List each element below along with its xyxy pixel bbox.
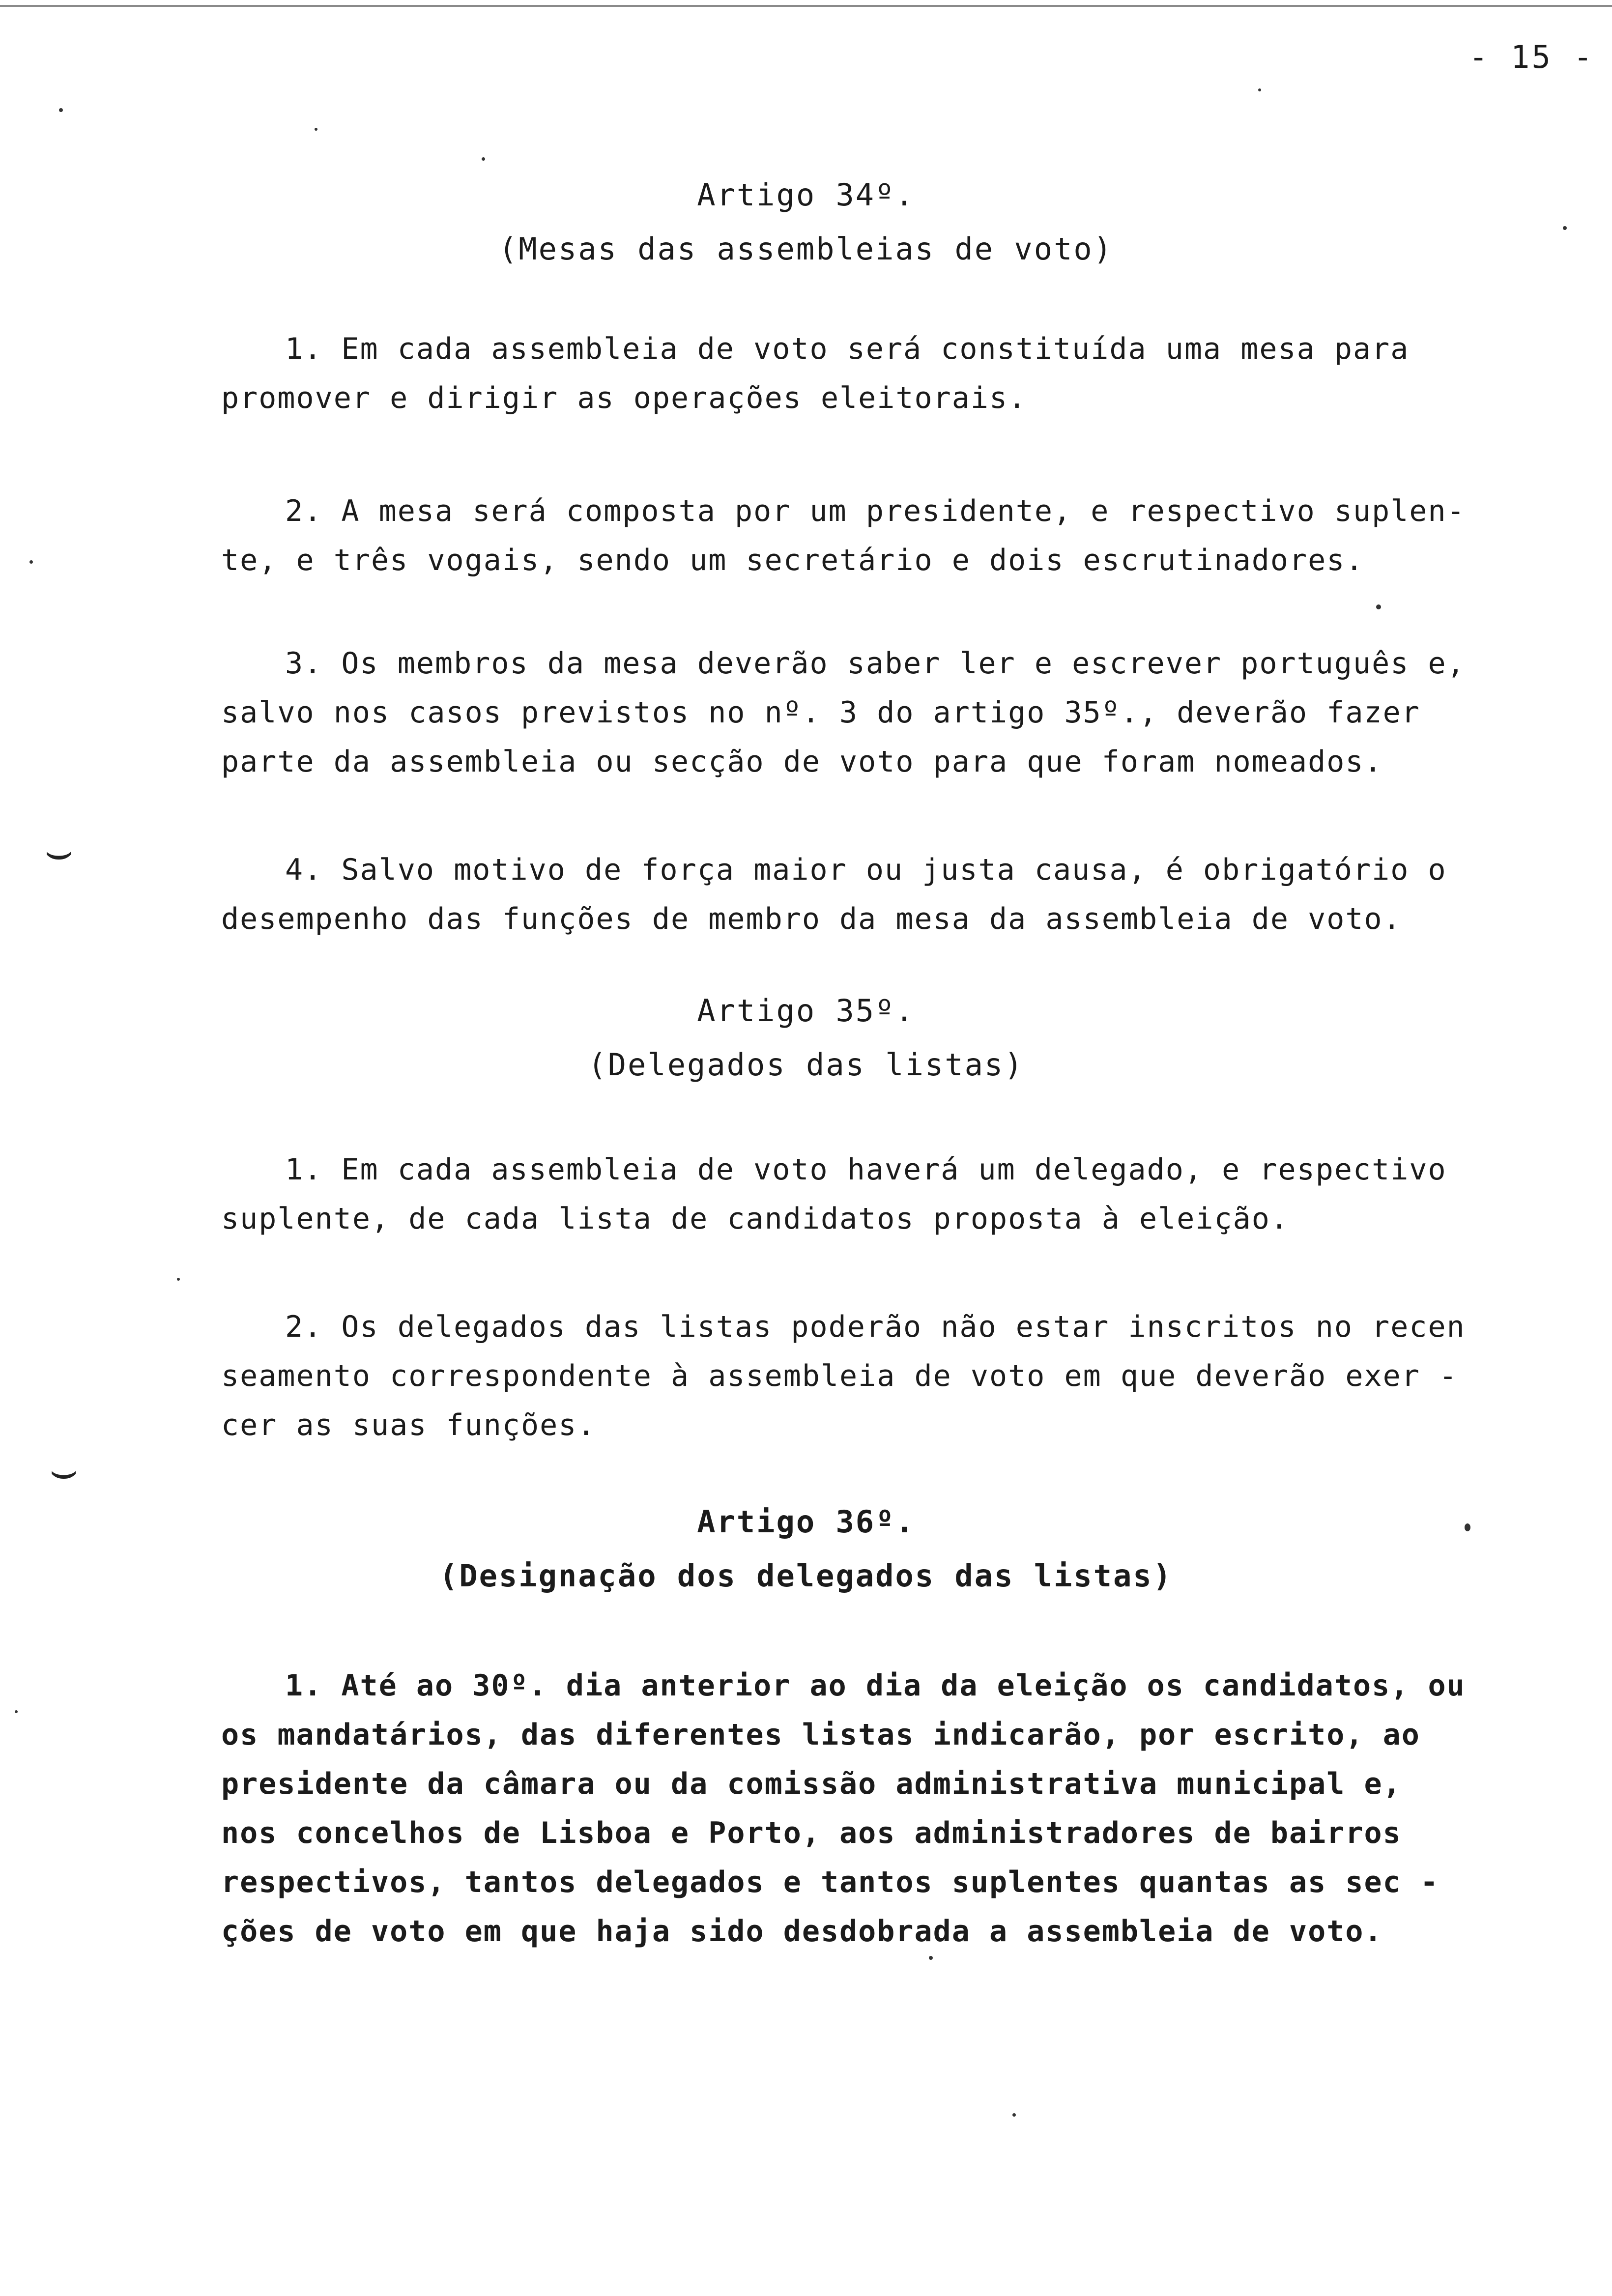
paragraph-line: te, e três vogais, sendo um secretário e dois escrutinadores.	[221, 543, 1364, 577]
article-title: Artigo 35º.	[697, 993, 915, 1029]
article-subtitle: (Mesas das assembleias de voto)	[498, 231, 1114, 267]
paragraph-line: 2. Os delegados das listas poderão não estar inscritos no recen	[285, 1310, 1466, 1344]
scan-speck	[1258, 88, 1261, 91]
paragraph	[221, 324, 1578, 423]
paragraph-line: parte da assembleia ou secção de voto para que foram nomeados.	[221, 745, 1383, 779]
paragraph-line: 1. Em cada assembleia de voto haverá um delegado, e respectivo	[285, 1152, 1447, 1187]
paragraph-line: nos concelhos de Lisboa e Porto, aos administradores de bairros	[221, 1816, 1402, 1850]
article-subtitle: (Designação dos delegados das listas)	[439, 1558, 1173, 1594]
scan-edge-line	[0, 5, 1612, 7]
page-number: - 15 -	[1468, 39, 1594, 76]
paragraph	[221, 1661, 1578, 1956]
paragraph-line: cer as suas funções.	[221, 1408, 596, 1442]
paragraph	[221, 487, 1578, 585]
paragraph-line: seamento correspondente à assembleia de voto em que deverão exer -	[221, 1359, 1458, 1393]
paragraph	[221, 1302, 1578, 1450]
scan-speck	[59, 108, 63, 112]
scan-speck	[929, 1956, 933, 1960]
article-title: Artigo 34º.	[697, 177, 915, 213]
paragraph-line: 4. Salvo motivo de força maior ou justa causa, é obrigatório o	[285, 853, 1447, 887]
paragraph-line: presidente da câmara ou da comissão administrativa municipal e,	[221, 1767, 1402, 1801]
scan-speck	[482, 157, 485, 161]
paragraph-line: 3. Os membros da mesa deverão saber ler e escrever português e,	[285, 646, 1466, 681]
paragraph-line: suplente, de cada lista de candidatos proposta à eleição.	[221, 1202, 1290, 1236]
paragraph-line: os mandatários, das diferentes listas indicarão, por escrito, ao	[221, 1718, 1420, 1752]
paragraph-line: salvo nos casos previstos no nº. 3 do artigo 35º., deverão fazer	[221, 695, 1420, 730]
article-subtitle: (Delegados das listas)	[588, 1047, 1024, 1083]
paragraph-line: 1. Até ao 30º. dia anterior ao dia da eleição os candidatos, ou	[285, 1668, 1466, 1703]
paragraph	[221, 1145, 1578, 1243]
margin-tick-mark: ⌣	[44, 826, 74, 877]
paragraph	[221, 639, 1578, 786]
paragraph-line: desempenho das funções de membro da mesa da assembleia de voto.	[221, 902, 1402, 936]
paragraph-line: 1. Em cada assembleia de voto será constituída uma mesa para	[285, 332, 1410, 366]
article-title: Artigo 36º.	[697, 1504, 915, 1540]
scan-speck	[1563, 226, 1567, 230]
paragraph-line: ções de voto em que haja sido desdobrada a assembleia de voto.	[221, 1914, 1383, 1949]
paragraph	[221, 845, 1578, 944]
paragraph-line: promover e dirigir as operações eleitorais.	[221, 381, 1027, 415]
scan-speck	[1012, 2113, 1016, 2117]
scan-speck	[315, 128, 317, 131]
paragraph-line: respectivos, tantos delegados e tantos suplentes quantas as sec -	[221, 1865, 1439, 1899]
scan-speck	[1376, 604, 1381, 609]
paragraph-line: 2. A mesa será composta por um presidente, e respectivo suplen-	[285, 494, 1466, 528]
margin-tick-mark: ⌣	[49, 1445, 79, 1496]
scan-speck	[177, 1278, 180, 1281]
scan-speck	[15, 1710, 18, 1713]
scan-speck	[29, 560, 33, 564]
